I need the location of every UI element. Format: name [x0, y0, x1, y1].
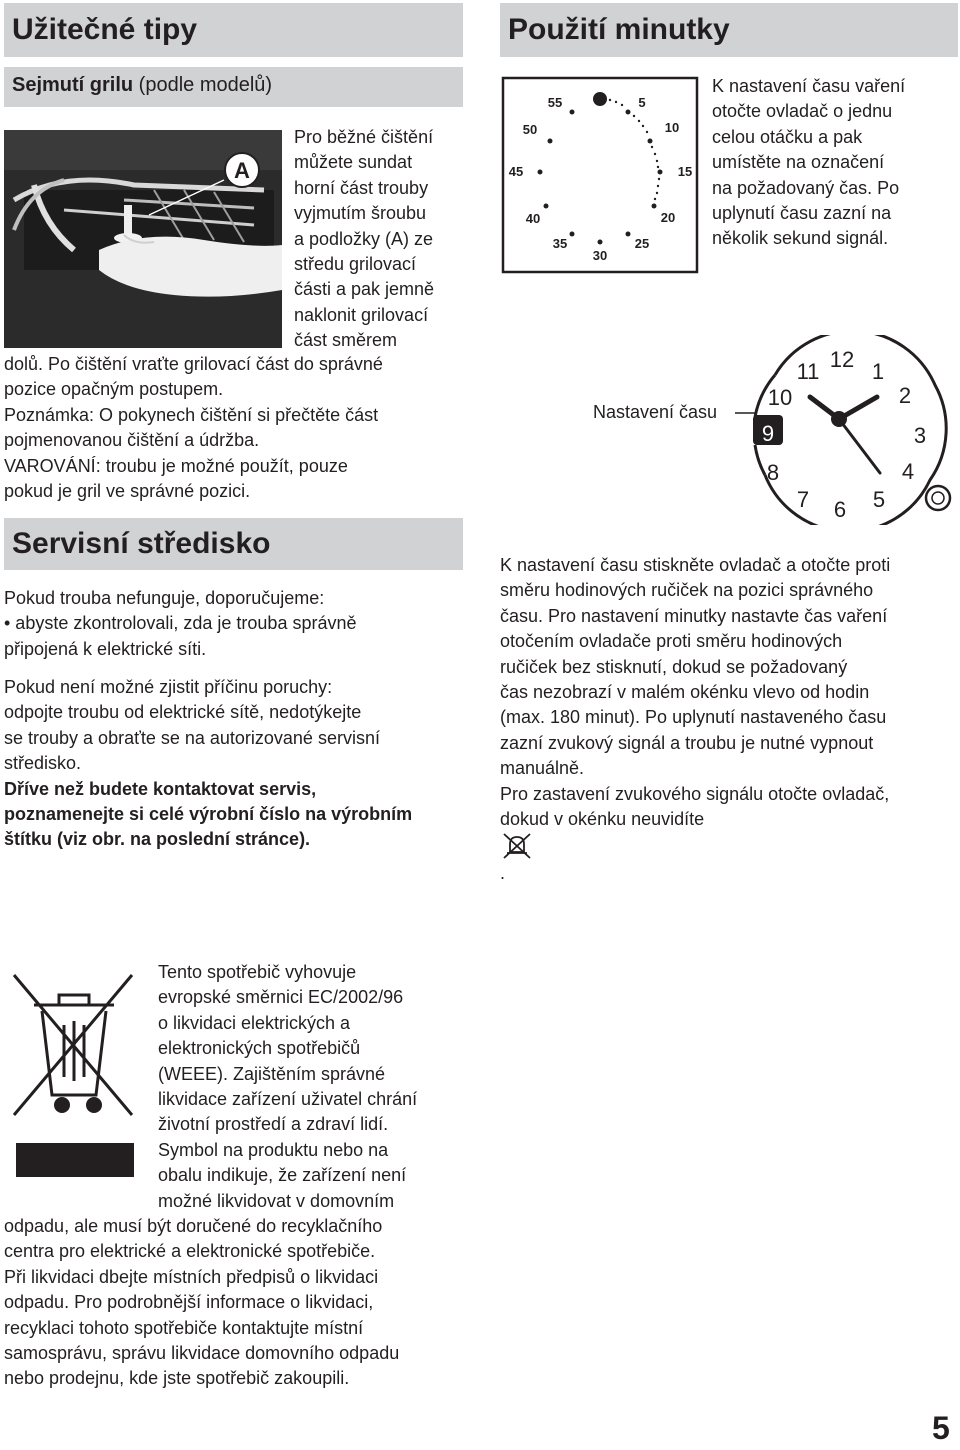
dial-label-30: 30 [592, 248, 608, 263]
clock-number-4: 4 [901, 459, 915, 484]
clock-knob-icon [926, 486, 950, 510]
timer-heading: Použití minutky [500, 3, 958, 57]
weee-crossed-bin-icon [4, 965, 144, 1180]
clock-number-9: 9 [761, 421, 775, 446]
photo-callout-a: A [234, 158, 250, 183]
dial-pointer [593, 92, 607, 106]
dial-label-35: 35 [552, 236, 568, 251]
dial-label-25: 25 [634, 236, 650, 251]
clock-text: K nastavení času stiskněte ovladač a otočte proti směru hodinových ručiček na pozici správného času. Pro nastavení minutky nastavte čas vaření otočením ovladače proti směru hodinových ručiček bez stisknutí, dokud se požadovaný čas nezobrazí v malém okénku vlevo od hodin (max. 180 minut). Po uplynutí nastaveného času zazní zvukový signál a troubu je nutné vypnout manuálně. Pro zastavení zvukového signálu otočte ovladač, dokud v okénku neuvidíte . [500, 555, 891, 883]
clock-number-12: 12 [829, 347, 855, 372]
clock-caption: Nastavení času [593, 402, 718, 422]
clock-number-6: 6 [833, 497, 847, 522]
weee-full-text: odpadu, ale musí být doručené do recyklačního centra pro elektrické a elektronické spotřebiče. Při likvidaci dbejte místních předpisů o likvidaci odpadu. Pro podrobnější informace o likvidaci, recyklaci tohoto spotřebiče kontaktujte místní samosprávu, správu likvidace domovního odpadu nebo prodejnu, kde jste spotřebič zakoupili. [4, 1216, 400, 1389]
clock-number-2: 2 [898, 383, 912, 408]
grill-removal-photo [4, 130, 282, 348]
dial-label-15: 15 [677, 164, 693, 179]
dial-label-40: 40 [525, 211, 541, 226]
clock-number-7: 7 [796, 487, 810, 512]
clock-number-3: 3 [913, 423, 927, 448]
service-text: Pokud trouba nefunguje, doporučujeme: • abyste zkontrolovali, zda je trouba správně připojená k elektrické síti. [4, 588, 357, 659]
clock-number-1: 1 [871, 359, 885, 384]
page-number: 5 [932, 1410, 950, 1446]
tips-heading: Užitečné tipy [4, 3, 463, 57]
clock-number-11: 11 [796, 359, 820, 384]
dial-label-5: 5 [638, 95, 646, 110]
grill-subheading-bold: Sejmutí grilu [12, 74, 134, 96]
clock-number-5: 5 [872, 487, 886, 512]
grill-full-text: dolů. Po čištění vraťte grilovací část do správné pozice opačným postupem. Poznámka: O pokynech čištění si přečtěte část pojmenovanou čištění a údržba. VAROVÁNÍ: troubu je možné použít, pouze pokud je gril ve správné pozici. [4, 354, 383, 502]
dial-label-10: 10 [664, 120, 680, 135]
crossed-bell-icon [500, 832, 534, 860]
minute-timer-dial [500, 74, 700, 276]
clock-number-8: 8 [766, 460, 780, 485]
clock-number-10: 10 [767, 385, 793, 410]
grill-subheading [4, 67, 463, 107]
weee-black-bar [16, 1143, 134, 1177]
grill-subheading-light: (podle modelů) [133, 74, 273, 96]
timer-text: K nastavení času vaření otočte ovladač o jednu celou otáčku a pak umístěte na označení na požadovaný čas. Po uplynutí času zazní na několik sekund signál. [712, 76, 906, 249]
dial-label-55: 55 [547, 95, 563, 110]
dial-label-50: 50 [522, 122, 538, 137]
service-heading: Servisní středisko [4, 518, 463, 570]
service-fault-text: Pokud není možné zjistit příčinu poruchy: odpojte troubu od elektrické sítě, nedotýkejte se trouby a obraťte se na autorizované servisní středisko. Dříve než budete kontaktovat servis, poznamenejte si celé výrobní číslo na výrobním štítku (viz obr. na poslední stránce). [4, 677, 413, 850]
weee-side-text: Tento spotřebič vyhovuje evropské směrnici EC/2002/96 o likvidaci elektrických a elektronických spotřebičů (WEEE). Zajištěním správné likvidace zařízení uživatel chrání životní prostředí a zdraví lidí. Symbol na produktu nebo na obalu indikuje, že zařízení není možné likvidovat v domovním [158, 962, 418, 1211]
grill-side-text: Pro běžné čištění můžete sundat horní část trouby vyjmutím šroubu a podložky (A) ze středu grilovací části a pak jemně naklonit grilovací část směrem [294, 127, 435, 351]
dial-label-45: 45 [508, 164, 524, 179]
clock-setting-diagram [735, 335, 960, 525]
dial-label-20: 20 [660, 210, 676, 225]
